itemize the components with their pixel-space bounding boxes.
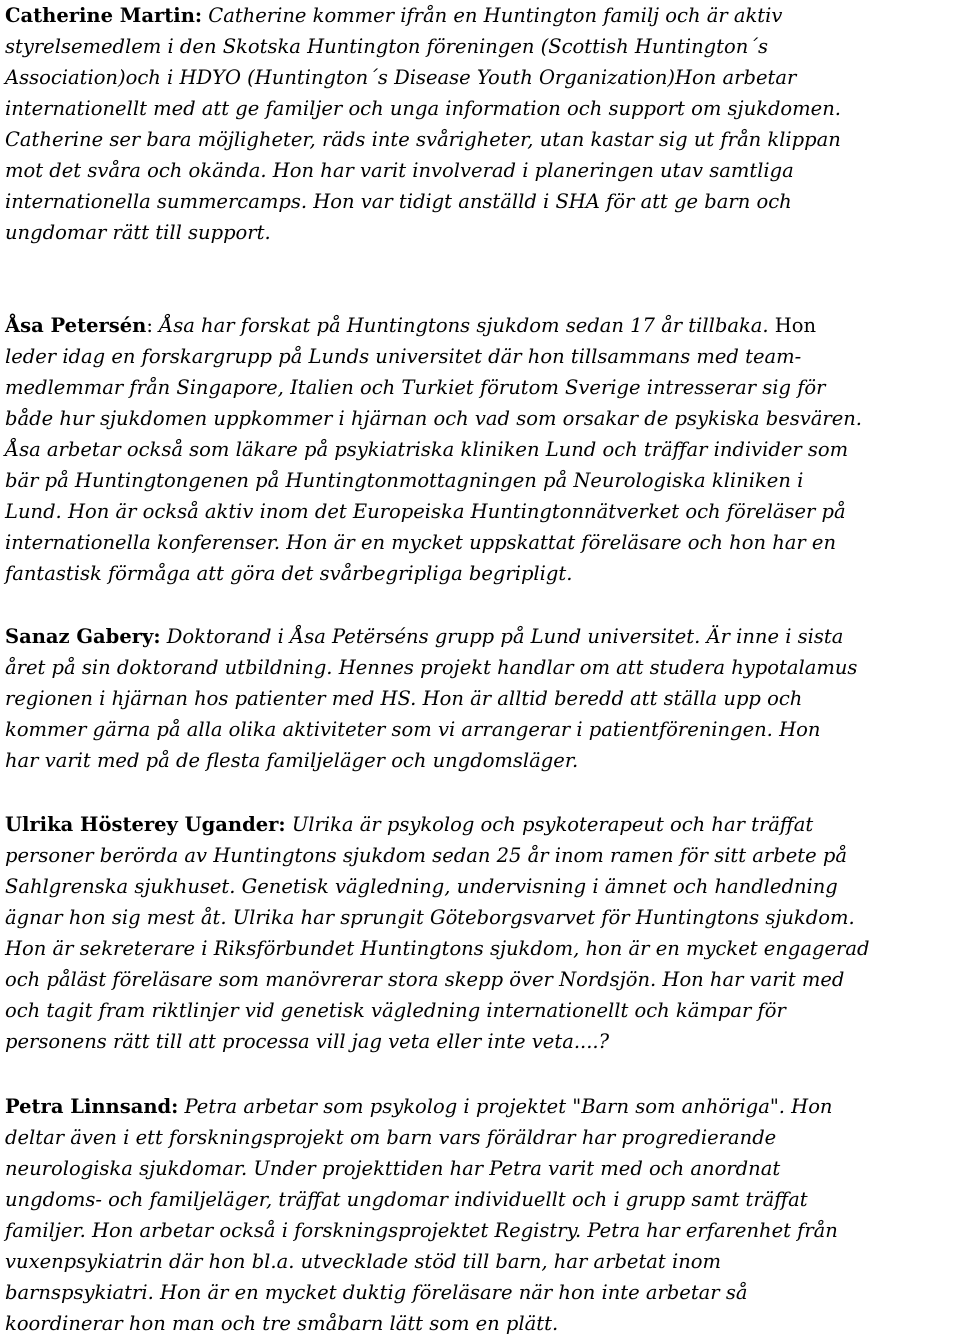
bio-line: [5, 840, 955, 871]
bio-text: Catherine kommer ifrån en Huntington familj och är aktiv: [202, 4, 783, 27]
bio-text: personer berörda av Huntingtons sjukdom sedan 25 år inom ramen för sitt arbete på: [5, 844, 847, 867]
person-name: Sanaz Gabery:: [5, 625, 161, 648]
bio-line: [5, 155, 955, 186]
bio-text: Hon: [768, 314, 817, 337]
bio-catherine-martin: [5, 0, 955, 248]
bio-text: kommer gärna på alla olika aktiviteter som vi arrangerar i patientföreningen.: [5, 718, 773, 741]
bio-text: Catherine ser bara möjligheter, räds inte svårigheter, utan kastar sig ut från klippan: [5, 128, 841, 151]
bio-text: mot det svåra och okända.: [5, 159, 267, 182]
bio-text: Åsa arbetar också som läkare på psykiatriska kliniken Lund och träffar individer som: [5, 438, 849, 461]
bio-text: fantastisk förmåga att göra det svårbegripliga begripligt.: [5, 562, 573, 585]
person-name: Åsa Petersén: [5, 314, 147, 337]
bio-text: både hur sjukdomen uppkommer i hjärnan och vad som orsakar de psykiska besvären.: [5, 407, 863, 430]
bio-text: Hon är sekreterare i Riksförbundet Huntingtons sjukdom, hon är en mycket engagerad: [5, 937, 870, 960]
bio-text: Hon är en mycket uppskattat föreläsare och hon har en: [280, 531, 837, 554]
person-name: Petra Linnsand:: [5, 1095, 179, 1118]
bio-sanaz-gabery: [5, 621, 955, 776]
bio-line: [5, 1308, 955, 1339]
bio-text: styrelsemedlem i den Skotska Huntington föreningen (Scottish Huntington´s: [5, 35, 769, 58]
bio-text: Hon: [772, 718, 821, 741]
bio-text: internationella konferenser.: [5, 531, 281, 554]
bio-line: [5, 652, 955, 683]
bio-asa-petersen: [5, 310, 955, 589]
bio-line: [5, 714, 955, 745]
bio-text: neurologiska sjukdomar.: [5, 1157, 248, 1180]
bio-line: [5, 964, 955, 995]
bio-line: [5, 0, 955, 31]
bio-text: ungdoms- och familjeläger, träffat ungdomar individuellt och i grupp samt träffat: [5, 1188, 808, 1211]
bio-text: leder idag en forskargrupp på Lunds universitet där hon tillsammans med team-: [5, 345, 802, 368]
bio-line: [5, 341, 955, 372]
bio-line: [5, 1153, 955, 1184]
bio-line: [5, 558, 955, 589]
bio-text: Ulrika har sprungit Göteborgsvarvet för Huntingtons sjukdom.: [226, 906, 855, 929]
bio-text: Ulrika är psykolog och psykoterapeut och har träffat: [285, 813, 814, 836]
bio-line: [5, 871, 955, 902]
bio-text: bär på Huntingtongenen på Huntingtonmottagningen på Neurologiska kliniken i: [5, 469, 804, 492]
bio-text: Hon är också aktiv inom det Europeiska Huntingtonnätverket och föreläser på: [61, 500, 846, 523]
bio-line: [5, 809, 955, 840]
bio-line: [5, 31, 955, 62]
bio-text: året på sin doktorand utbildning.: [5, 656, 333, 679]
bio-line: [5, 372, 955, 403]
bio-text: Hon arbetar också i forskningsprojektet Registry.: [85, 1219, 582, 1242]
bio-line: [5, 403, 955, 434]
bio-text: Genetisk vägledning, undervisning i ämnet och handledning: [235, 875, 838, 898]
bio-text: Hon har varit involverad i planeringen utav samtliga: [266, 159, 794, 182]
bio-line: [5, 496, 955, 527]
bio-line: [5, 683, 955, 714]
bio-line: [5, 434, 955, 465]
bio-text: regionen i hjärnan hos patienter med HS.: [5, 687, 417, 710]
bio-text: Hon: [784, 1095, 833, 1118]
bio-text: Sahlgrenska sjukhuset.: [5, 875, 236, 898]
bio-line: [5, 527, 955, 558]
bio-text: medlemmar från Singapore, Italien och Turkiet förutom Sverige intresserar sig för: [5, 376, 826, 399]
bio-line: [5, 1246, 955, 1277]
bio-text: deltar även i ett forskningsprojekt om barn vars föräldrar har progredierande: [5, 1126, 777, 1149]
bio-text: Doktorand i Åsa Petërséns grupp på Lund universitet.: [160, 625, 701, 648]
bio-text: personens rätt till att processa vill jag veta eller inte veta....?: [5, 1030, 610, 1053]
bio-text: och påläst föreläsare som manövrerar stora skepp över Nordsjön.: [5, 968, 657, 991]
bio-line: [5, 933, 955, 964]
bio-text: barnspsykiatri.: [5, 1281, 154, 1304]
bio-text: Lund.: [5, 500, 62, 523]
bio-line: [5, 1026, 955, 1057]
bio-text: Är inne i sista: [700, 625, 844, 648]
bio-line: [5, 1091, 955, 1122]
bio-text: Petra har erfarenhet från: [581, 1219, 838, 1242]
bio-text: koordinerar hon man och tre småbarn lätt som en plätt.: [5, 1312, 559, 1335]
bio-line: [5, 902, 955, 933]
bio-line: [5, 310, 955, 341]
bio-text: vuxenpsykiatrin där hon bl.a. utvecklade stöd till barn, har arbetat inom: [5, 1250, 721, 1273]
bio-line: [5, 186, 955, 217]
bio-line: [5, 465, 955, 496]
bio-line: [5, 745, 955, 776]
bio-text: har varit med på de flesta familjeläger och ungdomsläger.: [5, 749, 579, 772]
bio-petra-linnsand: [5, 1091, 955, 1339]
bio-text: Hennes projekt handlar om att studera hypotalamus: [332, 656, 858, 679]
bio-line: [5, 1184, 955, 1215]
bio-line: [5, 93, 955, 124]
person-name: Catherine Martin:: [5, 4, 203, 27]
bio-line: [5, 1122, 955, 1153]
person-name: Ulrika Hösterey Ugander:: [5, 813, 286, 836]
bio-text: :: [146, 314, 160, 337]
bio-text: ungdomar rätt till support.: [5, 221, 271, 244]
bio-text: internationellt med att ge familjer och unga information och support om sjukdomen.: [5, 97, 841, 120]
bio-ulrika-hosterey-ugander: [5, 809, 955, 1057]
bio-text: Association)och i HDYO (Huntington´s Disease Youth Organization)Hon arbetar: [5, 66, 797, 89]
bio-line: [5, 217, 955, 248]
bio-text: Petra arbetar som psykolog i projektet "Barn som anhöriga".: [178, 1095, 785, 1118]
bio-text: Hon är alltid beredd att ställa upp och: [416, 687, 803, 710]
bio-text: Hon har varit med: [656, 968, 845, 991]
bio-line: [5, 62, 955, 93]
bio-text: familjer.: [5, 1219, 86, 1242]
bio-text: Hon är en mycket duktig föreläsare när hon inte arbetar så: [153, 1281, 748, 1304]
bio-line: [5, 124, 955, 155]
bio-text: internationella summercamps.: [5, 190, 308, 213]
bio-text: Under projekttiden har Petra varit med och anordnat: [247, 1157, 781, 1180]
bio-text: ägnar hon sig mest åt.: [5, 906, 227, 929]
bio-line: [5, 995, 955, 1026]
bio-text: och tagit fram riktlinjer vid genetisk vägledning internationellt och kämpar för: [5, 999, 786, 1022]
bio-text: Hon var tidigt anställd i SHA för att ge barn och: [307, 190, 792, 213]
bio-line: [5, 1277, 955, 1308]
bio-text: Åsa har forskat på Huntingtons sjukdom sedan 17 år tillbaka.: [159, 314, 769, 337]
bio-line: [5, 1215, 955, 1246]
bio-line: [5, 621, 955, 652]
